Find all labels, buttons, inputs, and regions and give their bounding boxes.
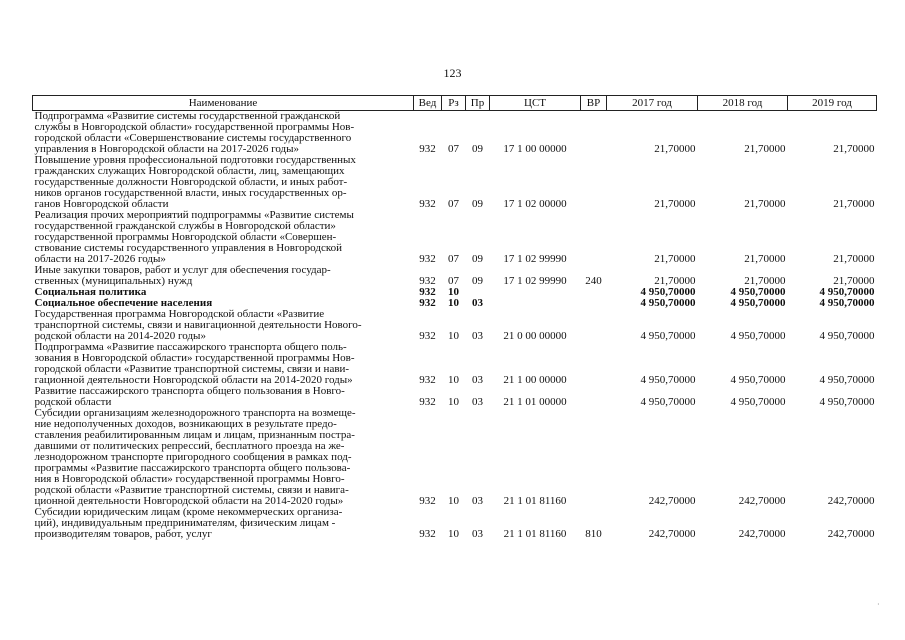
row-pr: 09 <box>472 275 483 287</box>
row-pr: 03 <box>472 528 483 540</box>
row-value-2019: 21,70000 <box>833 143 875 155</box>
header-2017: 2017 год <box>607 96 698 111</box>
row-ved: 932 <box>419 374 436 386</box>
row-value-2017: 4 950,70000 <box>640 330 696 342</box>
row-name: Развитие пассажирского транспорта общего пользования в Новго- родской области <box>34 385 345 408</box>
scan-mark: · <box>877 600 880 609</box>
row-value-2019: 4 950,70000 <box>819 297 875 309</box>
row-vr <box>581 287 607 298</box>
row-value-2019: 21,70000 <box>833 275 875 287</box>
row-value-2017: 21,70000 <box>654 143 696 155</box>
row-vr <box>581 408 607 507</box>
row-cst: 17 1 02 99990 <box>503 253 567 265</box>
row-rz: 10 <box>448 286 459 298</box>
table-row <box>33 408 877 507</box>
header-pr: Пр <box>466 96 490 111</box>
table-row <box>33 210 877 265</box>
row-cst: 21 1 01 00000 <box>503 396 567 408</box>
header-2019: 2019 год <box>788 96 877 111</box>
row-cst: 17 1 02 99990 <box>503 275 567 287</box>
row-rz: 07 <box>448 275 459 287</box>
row-value-2017: 21,70000 <box>654 253 696 265</box>
header-vr: ВР <box>581 96 607 111</box>
row-cst: 21 0 00 00000 <box>503 330 567 342</box>
row-vr <box>581 342 607 386</box>
row-cst <box>490 298 581 309</box>
table-row <box>33 265 877 287</box>
row-ved: 932 <box>419 495 436 507</box>
row-rz: 07 <box>448 198 459 210</box>
row-rz: 07 <box>448 143 459 155</box>
row-value-2018: 4 950,70000 <box>730 297 786 309</box>
row-vr <box>581 210 607 265</box>
row-vr <box>581 386 607 408</box>
row-cst: 21 1 00 00000 <box>503 374 567 386</box>
row-value-2018: 21,70000 <box>744 275 786 287</box>
row-vr: 240 <box>585 275 602 287</box>
row-value-2017: 242,70000 <box>648 495 696 507</box>
table-row <box>33 507 877 540</box>
row-value-2019: 4 950,70000 <box>819 330 875 342</box>
row-ved: 932 <box>419 297 436 309</box>
row-name: Подпрограмма «Развитие пассажирского транспорта общего поль- зования в Новгородской области» государственной программы Нов- городской области «Развитие транспортной системы, связи и нави- гационной деятельности Новгородской области на 2014-2020 годы» <box>34 341 355 386</box>
row-rz: 10 <box>448 528 459 540</box>
row-rz: 10 <box>448 396 459 408</box>
row-rz: 10 <box>448 330 459 342</box>
table-body <box>33 111 877 541</box>
row-pr: 03 <box>472 297 483 309</box>
row-name: Подпрограмма «Развитие системы государственной гражданской службы в Новгородской области» государственной программы Нов- городской области «Совершенствование системы государственного управления в Новгородской области на 2017-2026 годы» <box>34 110 355 155</box>
header-ved: Вед <box>414 96 442 111</box>
table-row <box>33 342 877 386</box>
row-value-2019: 4 950,70000 <box>819 396 875 408</box>
row-value-2017: 4 950,70000 <box>640 374 696 386</box>
row-value-2018: 4 950,70000 <box>730 286 786 298</box>
row-rz: 10 <box>448 374 459 386</box>
row-name: Социальное обеспечение населения <box>34 297 213 309</box>
row-value-2017: 21,70000 <box>654 198 696 210</box>
row-value-2019: 242,70000 <box>827 495 875 507</box>
row-value-2018: 242,70000 <box>738 528 786 540</box>
row-value-2017: 4 950,70000 <box>640 297 696 309</box>
budget-table <box>32 95 877 540</box>
row-value-2019: 21,70000 <box>833 253 875 265</box>
row-name: Субсидии юридическим лицам (кроме некоммерческих организа- ций), индивидуальным предпринимателям, физическим лицам - производителям товаров, работ, услуг <box>34 506 343 540</box>
row-vr <box>581 309 607 342</box>
row-value-2017: 4 950,70000 <box>640 396 696 408</box>
row-value-2017: 21,70000 <box>654 275 696 287</box>
row-ved: 932 <box>419 528 436 540</box>
header-rz: Рз <box>442 96 466 111</box>
row-value-2017: 4 950,70000 <box>640 286 696 298</box>
row-value-2019: 4 950,70000 <box>819 286 875 298</box>
row-ved: 932 <box>419 275 436 287</box>
table-row <box>33 386 877 408</box>
row-pr: 09 <box>472 198 483 210</box>
page-number: 123 <box>443 66 462 80</box>
row-rz: 10 <box>448 297 459 309</box>
row-cst: 17 1 02 00000 <box>503 198 567 210</box>
row-name: Реализация прочих мероприятий подпрограммы «Развитие системы государственной гражданской службы в Новгородской области» государственной программы Новгородской области «Совершен- ствование системы государственного управления в Новгородской области на 2017-2026 годы» <box>34 209 354 265</box>
row-value-2018: 21,70000 <box>744 253 786 265</box>
row-name: Социальная политика <box>34 286 147 298</box>
row-vr: 810 <box>585 528 602 540</box>
row-ved: 932 <box>419 253 436 265</box>
row-rz: 10 <box>448 495 459 507</box>
row-pr: 03 <box>472 330 483 342</box>
row-value-2018: 4 950,70000 <box>730 330 786 342</box>
row-ved: 932 <box>419 396 436 408</box>
row-value-2019: 21,70000 <box>833 198 875 210</box>
row-name: Субсидии организациям железнодорожного транспорта на возмеще- ние недополученных доходов, возникающих в результате предо- ставления реабилитированным лицам и лицам, признанным постра- давшими от политических репрессий, бесплатного проезда на же- лезнодорожном транспорте пригородного сообщения в рамках под- программы «Развитие пассажирского транспорта общего пользова- ния в Новгородской области» государственной программы Новго- родской области «Развитие транспортной системы, связи и навига- ционной деятельности Новгородской области на 2014-2020 годы» <box>34 407 356 507</box>
row-rz: 07 <box>448 253 459 265</box>
header-2018: 2018 год <box>698 96 788 111</box>
table-row <box>33 111 877 156</box>
row-ved: 932 <box>419 330 436 342</box>
row-name: Повышение уровня профессиональной подготовки государственных гражданских служащих Новгородской области, лиц, замещающих государственные должности Новгородской области, и иных работ- ников органов государственной власти, иных государственных ор- ганов Новгородской области <box>34 154 356 210</box>
row-value-2019: 242,70000 <box>827 528 875 540</box>
row-cst: 21 1 01 81160 <box>503 528 567 540</box>
row-value-2018: 4 950,70000 <box>730 374 786 386</box>
table-row <box>33 155 877 210</box>
row-pr: 09 <box>472 253 483 265</box>
row-ved: 932 <box>419 286 436 298</box>
row-value-2018: 21,70000 <box>744 143 786 155</box>
row-vr <box>581 111 607 156</box>
table-header-row <box>33 96 877 111</box>
row-pr: 03 <box>472 495 483 507</box>
row-pr: 03 <box>472 374 483 386</box>
row-vr <box>581 155 607 210</box>
table-row <box>33 309 877 342</box>
row-pr: 09 <box>472 143 483 155</box>
row-value-2017: 242,70000 <box>648 528 696 540</box>
row-value-2019: 4 950,70000 <box>819 374 875 386</box>
row-value-2018: 242,70000 <box>738 495 786 507</box>
row-cst: 21 1 01 81160 <box>503 495 567 507</box>
row-cst: 17 1 00 00000 <box>503 143 567 155</box>
row-ved: 932 <box>419 143 436 155</box>
row-pr: 03 <box>472 396 483 408</box>
row-name: Государственная программа Новгородской области «Развитие транспортной системы, связи и навигационной деятельности Нового- родской области на 2014-2020 годы» <box>34 308 362 342</box>
row-value-2018: 4 950,70000 <box>730 396 786 408</box>
row-ved: 932 <box>419 198 436 210</box>
row-value-2018: 21,70000 <box>744 198 786 210</box>
header-name: Наименование <box>33 96 414 111</box>
row-name: Иные закупки товаров, работ и услуг для обеспечения государ- ственных (муниципальных) нужд <box>34 264 331 287</box>
header-cst: ЦСТ <box>490 96 581 111</box>
row-vr <box>581 298 607 309</box>
row-cst <box>490 287 581 298</box>
